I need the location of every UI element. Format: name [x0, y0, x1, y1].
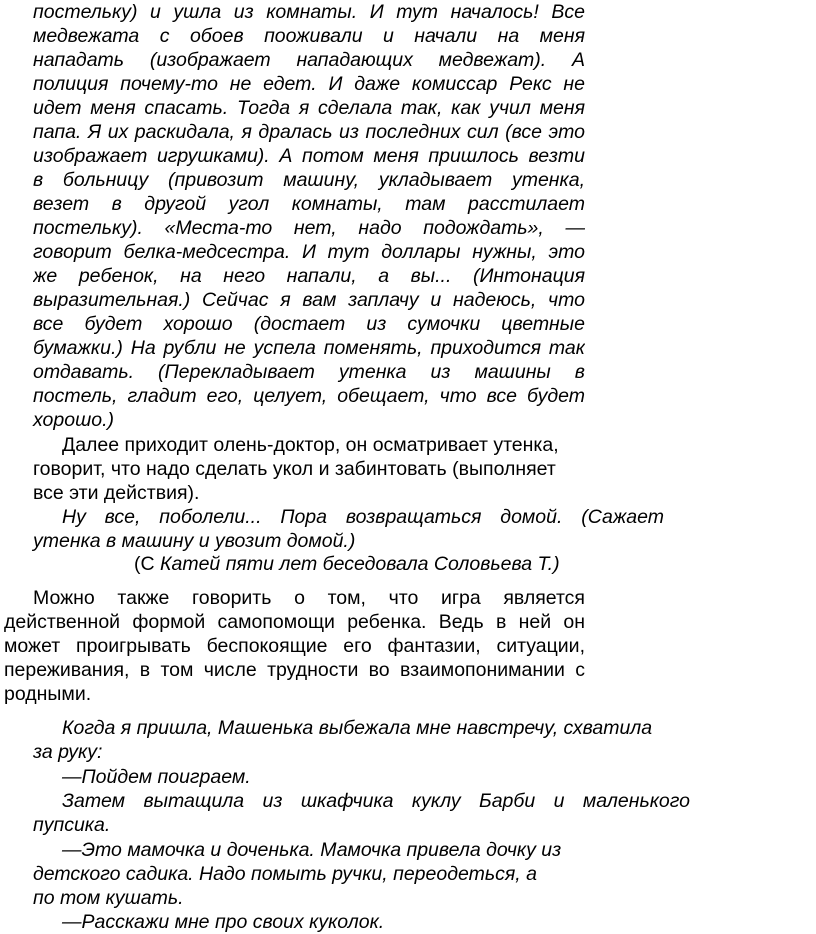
attribution-open: (С [134, 553, 160, 575]
text-line: Далее приходит олень-доктор, он осматривает утенка, [62, 434, 559, 456]
text-line: Когда я пришла, Машенька выбежала мне навстречу, схватила [62, 717, 653, 739]
text-line: бумажки.) На рубли не успела поменять, приходится так [33, 337, 585, 359]
text-line: пупсика. [33, 814, 111, 836]
text-line: родными. [4, 683, 92, 705]
text-line: медвежата с обоев пооживали и начали на меня [33, 25, 585, 47]
text-line: действенной формой самопомощи ребенка. Ведь в ней он [4, 611, 585, 633]
attribution [134, 552, 560, 576]
text-line: Затем вытащила из шкафчика куклу Барби и маленького [62, 790, 690, 812]
text-line: постельку). «Места-то нет, надо подождать», — [33, 217, 585, 239]
text-line: переживания, в том числе трудности во взаимопонимании с [4, 659, 585, 681]
text-line: хорошо.) [33, 409, 115, 431]
text-line: полиция почему-то не едет. И даже комиссар Рекс не [33, 73, 585, 95]
dialogue-line: —Расскажи мне про своих куколок. [62, 911, 385, 933]
text-line: по том кушать. [33, 887, 184, 909]
text-line: все будет хорошо (достает из сумочки цветные [33, 313, 585, 335]
text-line: может проигрывать беспокоящие его фантазии, ситуации, [4, 635, 585, 657]
text-line: Ну все, поболели... Пора возвращаться домой. (Сажает [62, 506, 664, 528]
text-line: идет меня спасать. Тогда я сделала так, как учил меня [33, 97, 585, 119]
text-line: утенка в машину и увозит домой.) [33, 530, 356, 552]
text-line: выразительная.) Сейчас я вам заплачу и надеюсь, что [33, 289, 585, 311]
text-line: изображает игрушками). А потом меня пришлось везти [33, 145, 585, 167]
text-line: детского садика. Надо помыть ручки, переодеться, а [33, 863, 537, 885]
text-line: Можно также говорить о том, что игра является [33, 587, 585, 609]
text-line: нападать (изображает нападающих медвежат). А [33, 49, 585, 71]
text-line: постельку) и ушла из комнаты. И тут началось! Все [33, 1, 585, 23]
text-line: папа. Я их раскидала, я дралась из последних сил (все это [33, 121, 585, 143]
text-line: в больницу (привозит машину, укладывает утенка, [33, 169, 585, 191]
text-line: говорит, что надо сделать укол и забинтовать (выполняет [33, 458, 556, 480]
text-line: же ребенок, на него напали, а вы... (Интонация [33, 265, 585, 287]
attribution-text: Катей пяти лет беседовала Соловьева Т.) [160, 553, 560, 575]
text-line: отдавать. (Перекладывает утенка из машины в [33, 361, 585, 383]
text-line: постель, гладит его, целует, обещает, что все будет [33, 385, 585, 407]
dialogue-line: —Пойдем поиграем. [62, 766, 251, 788]
text-line: все эти действия). [33, 482, 200, 504]
text-line: везет в другой угол комнаты, там расстилает [33, 193, 585, 215]
text-line: за руку: [33, 741, 103, 763]
text-line: говорит белка-медсестра. И тут доллары нужны, это [33, 241, 585, 263]
dialogue-line: —Это мамочка и доченька. Мамочка привела дочку из [62, 839, 562, 861]
